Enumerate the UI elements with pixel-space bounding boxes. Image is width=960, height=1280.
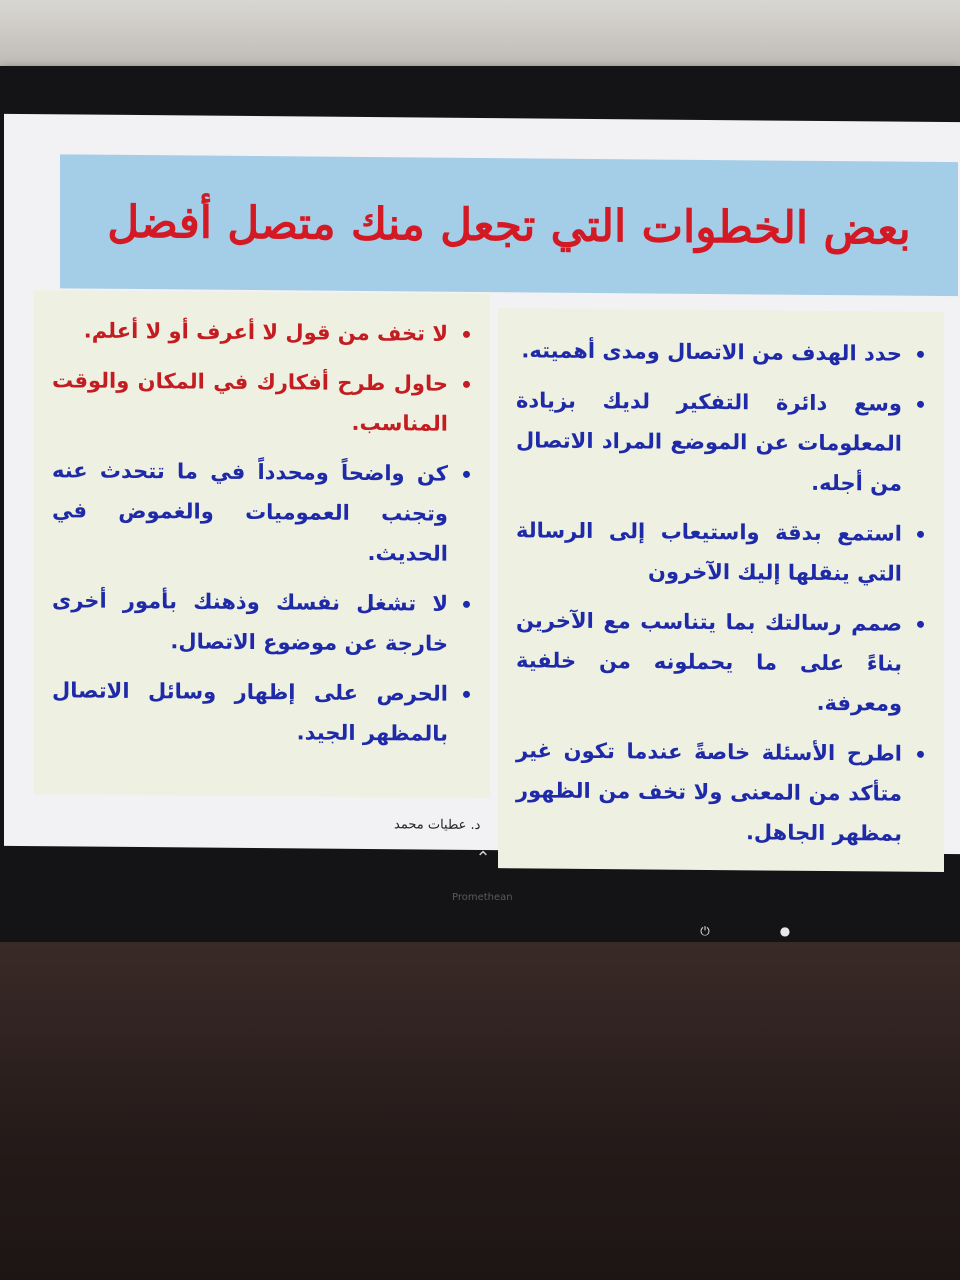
slide-title: بعض الخطوات التي تجعل منك متصل أفضل [107, 196, 911, 255]
bullet-icon [463, 601, 470, 608]
right-bullet-list [498, 308, 944, 854]
bullet-icon [463, 471, 470, 478]
list-item: لا تشغل نفسك وذهنك بأمور أخرى خارجة عن موضوع الاتصال. [52, 580, 470, 664]
bullet-icon [917, 621, 924, 628]
right-column [498, 308, 944, 872]
presentation-screen [4, 114, 960, 854]
brand-logo: Promethean [452, 892, 513, 903]
bullet-icon [917, 401, 924, 408]
ceiling [0, 0, 960, 70]
left-column [34, 290, 490, 798]
power-icon[interactable]: ⏻ [700, 924, 710, 938]
chevron-up-icon[interactable]: ⌃ [475, 848, 491, 869]
list-item: لا تخف من قول لا أعرف أو لا أعلم. [52, 310, 470, 354]
list-item: وسع دائرة التفكير لديك بزيادة المعلومات عن الموضع المراد الاتصال من أجله. [516, 380, 924, 504]
light-sensor-icon: ● [779, 924, 791, 938]
list-item: حاول طرح أفكارك في المكان والوقت المناسب. [52, 360, 470, 444]
bullet-icon [917, 751, 924, 758]
bullet-icon [463, 331, 470, 338]
left-bullet-list [34, 290, 490, 754]
list-item: الحرص على إظهار وسائل الاتصال بالمظهر الجيد. [52, 670, 470, 754]
list-item: صمم رسالتك بما يتناسب مع الآخرين بناءً على ما يحملونه من خلفية ومعرفة. [516, 600, 924, 724]
list-item: كن واضحاً ومحدداً في ما تتحدث عنه وتجنب العموميات والغموض في الحديث. [52, 450, 470, 574]
list-item: حدد الهدف من الاتصال ومدى أهميته. [516, 330, 924, 374]
title-banner [60, 154, 958, 296]
wall [0, 942, 960, 1280]
bullet-icon [917, 351, 924, 358]
list-item: اطرح الأسئلة خاصةً عندما تكون غير متأكد من المعنى ولا تخف من الظهور بمظهر الجاهل. [516, 730, 924, 854]
list-item: استمع بدقة واستيعاب إلى الرسالة التي ينقلها إليك الآخرون [516, 510, 924, 594]
author-credit: د. عطيات محمد [394, 817, 481, 833]
bullet-icon [463, 381, 470, 388]
bullet-icon [917, 531, 924, 538]
bullet-icon [463, 691, 470, 698]
